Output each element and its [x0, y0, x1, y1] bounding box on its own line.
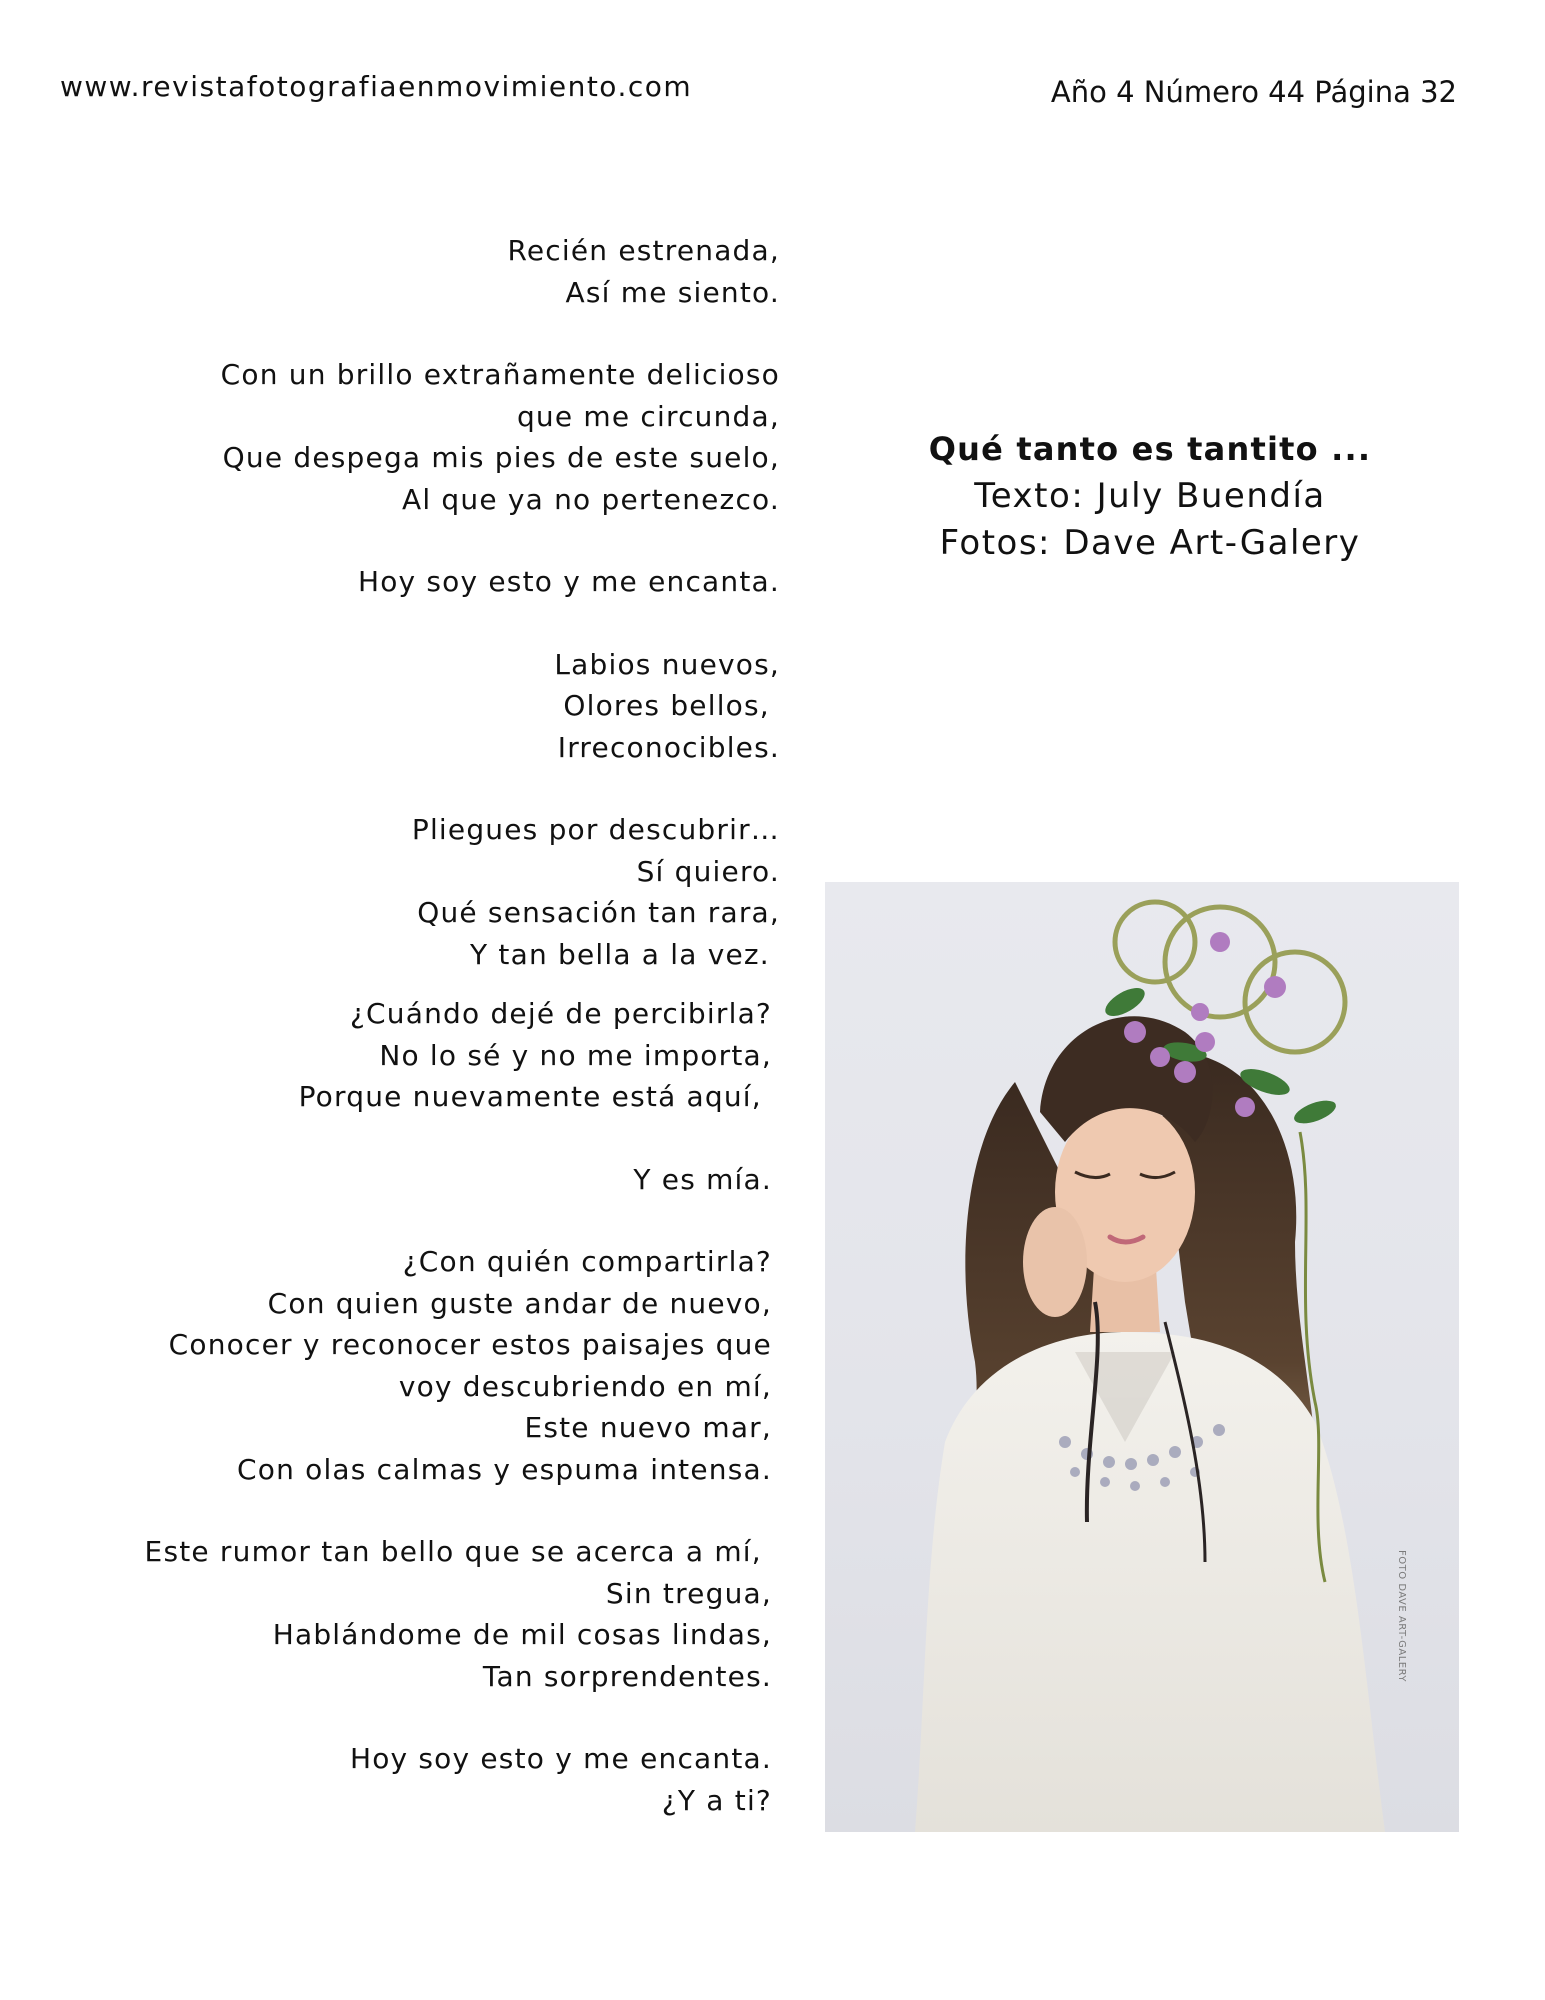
poem-stanza [100, 561, 780, 603]
poem-line: Olores bellos, [563, 689, 780, 722]
poem-line: Irreconocibles. [557, 730, 780, 764]
poem-line: Hablándome de mil cosas lindas, [272, 1618, 772, 1651]
poem-stanza [100, 354, 780, 520]
article-title: Qué tanto es tantito ... [928, 430, 1372, 468]
poem-line: Con olas calmas y espuma intensa. [236, 1452, 772, 1486]
poem-line: ¿Cuándo dejé de percibirla? [349, 997, 772, 1030]
poem-line: Este rumor tan bello que se acerca a mí, [144, 1535, 772, 1568]
poem-line: Pliegues por descubrir… [411, 813, 780, 846]
photo-watermark: FOTO DAVE ART-GALERY [1396, 1550, 1407, 1682]
poem-line: Hoy soy esto y me encanta. [349, 1742, 772, 1775]
poem-line: Hoy soy esto y me encanta. [357, 565, 780, 598]
poem-stanza [100, 1241, 772, 1490]
poem-line: Tan sorprendentes. [482, 1659, 772, 1693]
poem-line: Conocer y reconocer estos paisajes que [168, 1328, 772, 1361]
poem-stanza [100, 230, 780, 313]
poem-line: Con quien guste andar de nuevo, [267, 1286, 772, 1320]
poem-line: Y es mía. [633, 1162, 772, 1196]
poem-line: Con un brillo extrañamente delicioso [220, 358, 780, 391]
poem-line: Al que ya no pertenezco. [401, 482, 780, 516]
poem-line: Este nuevo mar, [524, 1411, 772, 1444]
poem-stanza [100, 993, 772, 1118]
poem-line: Porque nuevamente está aquí, [298, 1080, 772, 1113]
poem-line: Y tan bella a la vez. [470, 937, 780, 971]
poem-line: Sí quiero. [636, 854, 780, 888]
poem-line: Sin tregua, [605, 1576, 772, 1610]
poem-stanza [100, 809, 780, 975]
poem-stanza [100, 1159, 772, 1201]
poem-line: Recién estrenada, [507, 234, 780, 267]
issue-page-info: Año 4 Número 44 Página 32 [1050, 75, 1457, 109]
poem-stanza [100, 644, 780, 769]
poem-line: ¿Con quién compartirla? [402, 1245, 772, 1278]
poem-line: Qué sensación tan rara, [417, 896, 780, 929]
poem-line: Que despega mis pies de este suelo, [222, 441, 780, 474]
portrait-illustration [825, 882, 1459, 1832]
poem-stanza [100, 1531, 772, 1697]
poem-line: ¿Y a ti? [661, 1783, 772, 1817]
poem-line: voy descubriendo en mí, [398, 1369, 772, 1403]
photo-credit: Fotos: Dave Art-Galery [939, 523, 1361, 563]
poem-line: No lo sé y no me importa, [379, 1038, 772, 1072]
poem-line: Labios nuevos, [554, 647, 780, 681]
text-credit: Texto: July Buendía [974, 476, 1326, 516]
magazine-url[interactable]: www.revistafotografiaenmovimiento.com [60, 70, 693, 103]
poem-stanza [100, 1738, 772, 1821]
poem-line: que me circunda, [516, 399, 780, 433]
poem-line: Así me siento. [565, 275, 780, 309]
portrait-photo [825, 882, 1459, 1832]
poem [100, 230, 780, 1862]
article-title-block [880, 425, 1420, 567]
